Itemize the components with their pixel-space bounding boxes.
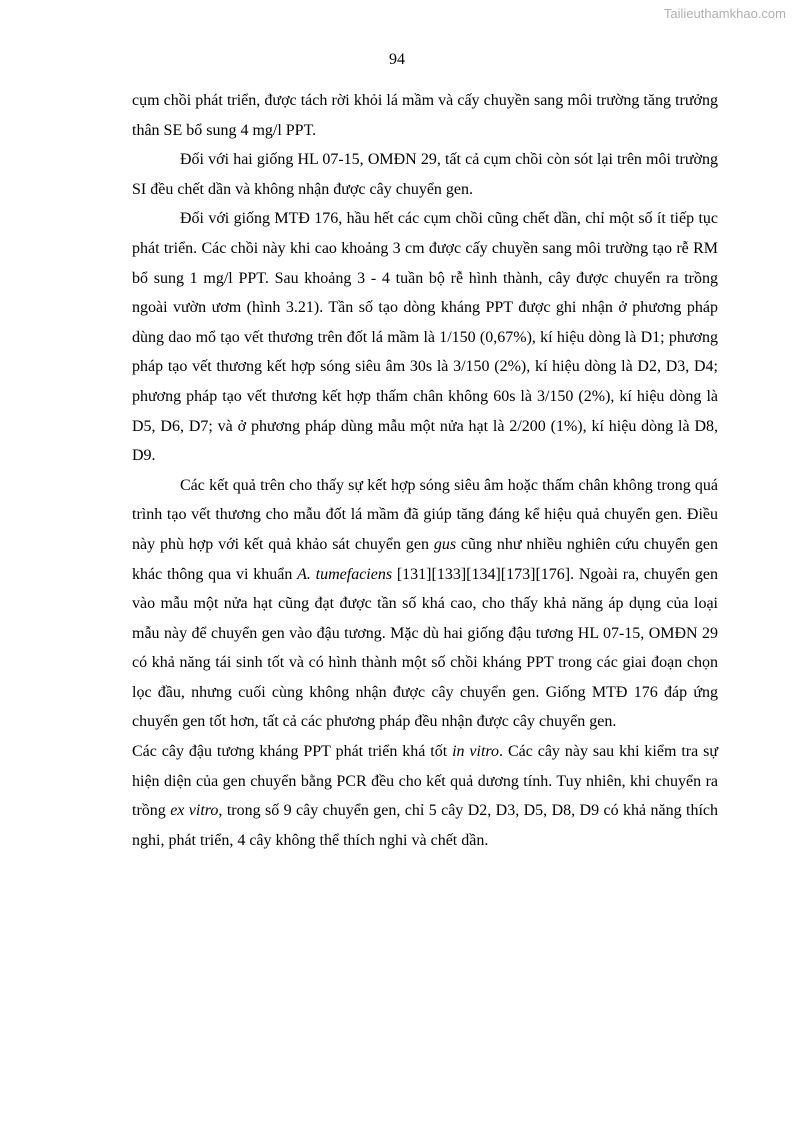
paragraph-4-text-a: Các kết quả trên cho thấy sự kết hợp sóng siêu âm hoặc thấm chân không trong quá trình tạo vết thương cho mẫu đốt lá mầm đã giúp tăng đáng kể hiệu quả chuyển gen. Điều này phù hợp với kết quả khảo sát chuyển gen xyxy=(132,476,718,553)
paragraph-5-text-b: . Các cây này sau khi kiểm tra sự hiện diện của gen chuyển bằng PCR đều cho kết quả dương tính. Tuy nhiên, khi chuyển ra trồng xyxy=(132,743,719,820)
paragraph-4-text-c: [131][133][134][173][176]. Ngoài ra, chuyển gen vào mẫu một nửa hạt cũng đạt được tần số khá cao, cho thấy khả năng áp dụng của loại mẫu này để chuyển gen vào đậu tương. Mặc dù hai giống đậu tương HL 07-15, OMĐN 29 có khả năng tái sinh tốt và có hình thành một số chồi kháng PPT trong các giai đoạn chọn lọc đầu, nhưng cuối cùng không nhận được cây chuyển gen. Giống MTĐ 176 đáp ứng chuyển gen tốt hơn, tất cả các phương pháp đều nhận được cây chuyển gen. xyxy=(132,565,719,731)
species-name: A. tumefaciens xyxy=(297,565,393,583)
paragraph-1: cụm chồi phát triển, được tách rời khỏi lá mầm và cấy chuyền sang môi trường tăng trưởng thân SE bổ sung 4 mg/l PPT. xyxy=(132,92,718,139)
paragraph-2: Đối với hai giống HL 07-15, OMĐN 29, tất cả cụm chồi còn sót lại trên môi trường SI đều chết dần và không nhận được cây chuyển gen. xyxy=(132,151,718,198)
page-number: 94 xyxy=(389,51,405,68)
term-in-vitro: in vitro xyxy=(452,743,500,761)
term-ex-vitro: ex vitro xyxy=(170,802,219,820)
paragraph-3: Đối với giống MTĐ 176, hầu hết các cụm chồi cũng chết dần, chỉ một số ít tiếp tục phát triển. Các chồi này khi cao khoảng 3 cm được cấy chuyền sang môi trường tạo rễ RM bổ sung 1 mg/l PPT. Sau khoảng 3 - 4 tuần bộ rễ hình thành, cây được chuyển ra trồng ngoài vườn ươm (hình 3.21). Tần số tạo dòng kháng PPT được ghi nhận ở phương pháp dùng dao mổ tạo vết thương trên đốt lá mầm là 1/150 (0,67%), kí hiệu dòng là D1; phương pháp tạo vết thương kết hợp sóng siêu âm 30s là 3/150 (2%), kí hiệu dòng là D2, D3, D4; phương pháp tạo vết thương kết hợp thấm chân không 60s là 3/150 (2%), kí hiệu dòng là D5, D6, D7; và ở phương pháp dùng mẫu một nửa hạt là 2/200 (1%), kí hiệu dòng là D8, D9. xyxy=(132,210,718,465)
watermark: Tailieuthamkhao.com xyxy=(663,6,786,21)
paragraph-5-text-a: Các cây đậu tương kháng PPT phát triển khá tốt xyxy=(132,743,453,761)
gene-name-gus: gus xyxy=(433,535,457,553)
paragraph-4 xyxy=(132,471,718,737)
document-body xyxy=(132,86,718,855)
paragraph-5 xyxy=(132,737,718,855)
paragraph-5-text-c: , trong số 9 cây chuyển gen, chỉ 5 cây D2, D3, D5, D8, D9 có khả năng thích nghi, phát triển, 4 cây không thể thích nghi và chết dần. xyxy=(132,802,719,849)
paragraph-4-text-b: cũng như nhiều nghiên cứu chuyển gen khác thông qua vi khuẩn xyxy=(132,535,719,583)
